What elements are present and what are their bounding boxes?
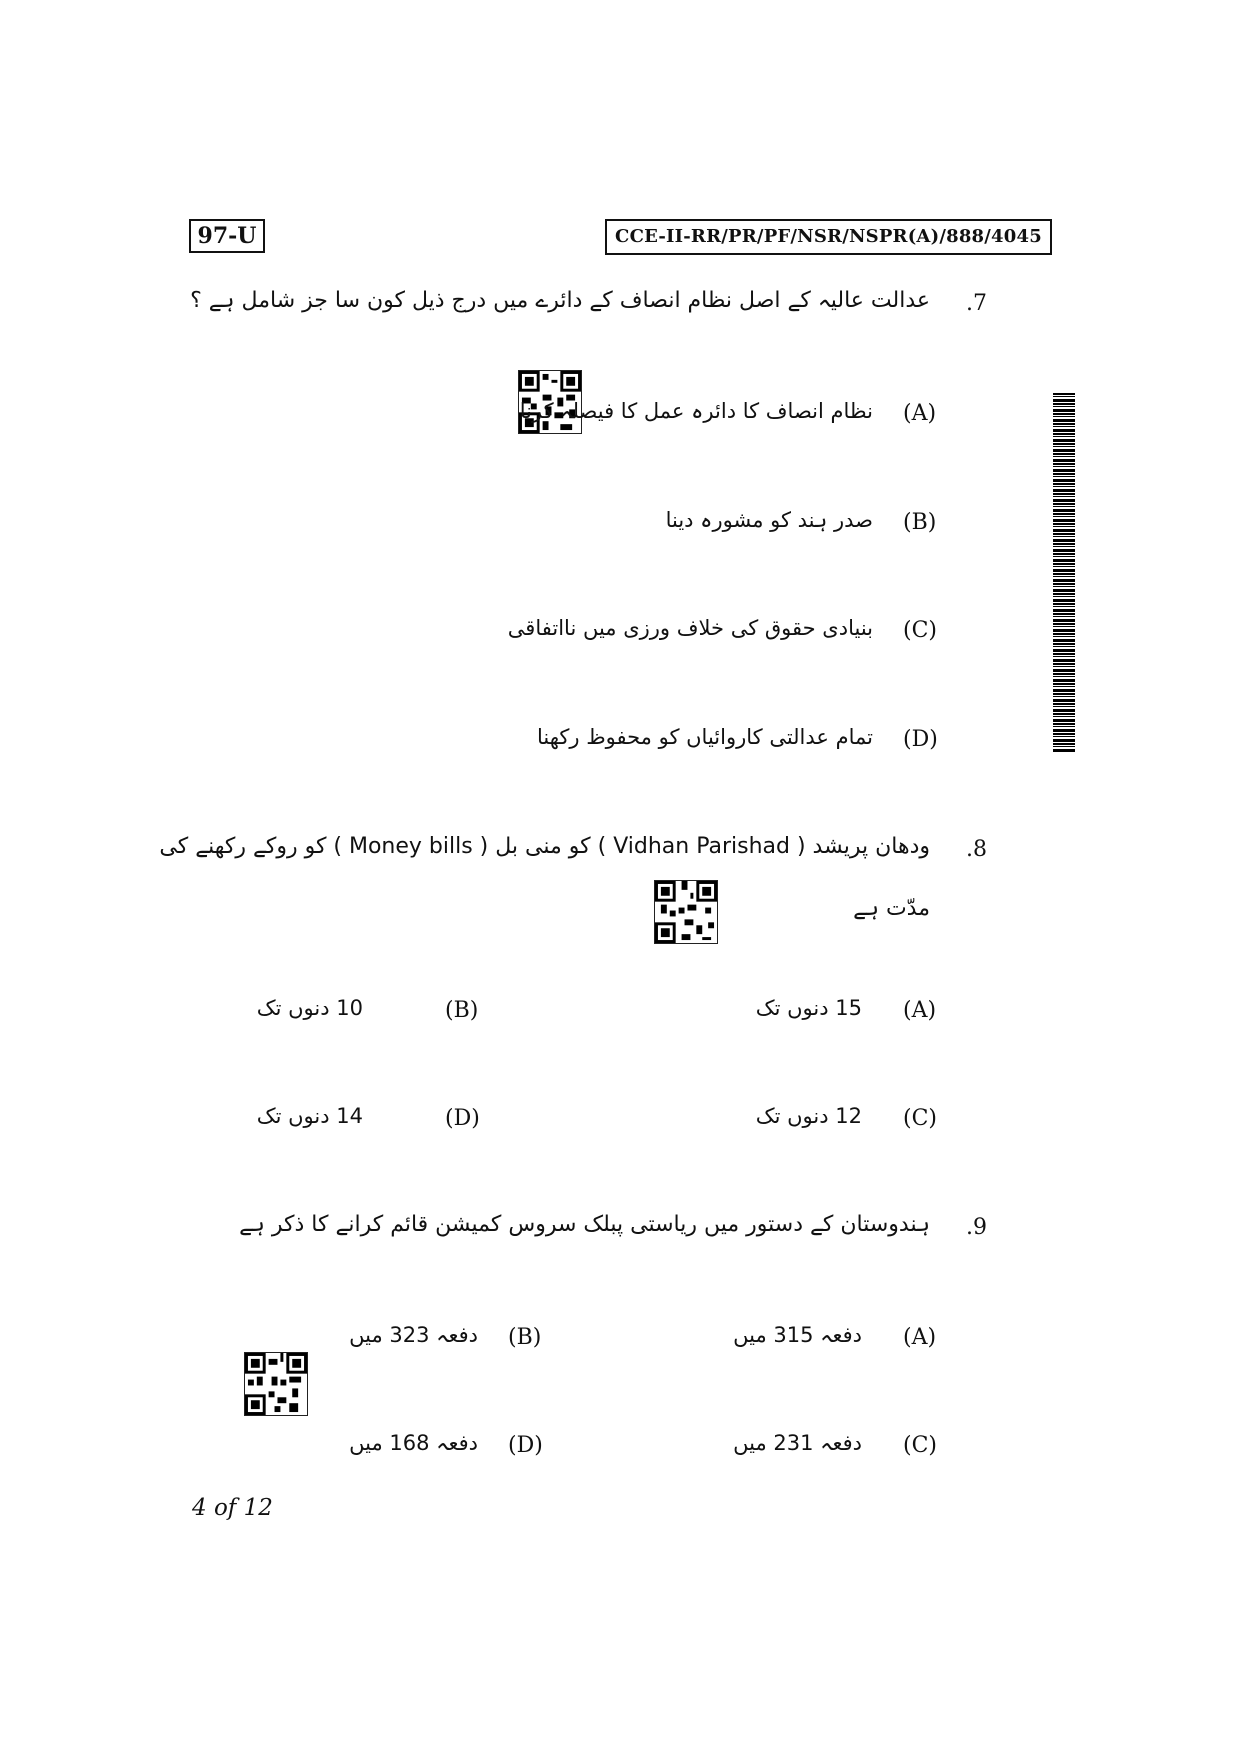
q9-option-b-text: دفعہ 323 میں [349, 1323, 478, 1347]
q8-option-b-letter: (B) [445, 998, 479, 1023]
question-9-number: .9 [966, 1215, 987, 1240]
exam-code: CCE-II-RR/PR/PF/NSR/NSPR(A)/888/4045 [605, 219, 1052, 255]
q7-option-d-letter: (D) [903, 727, 938, 752]
q8-option-d-letter: (D) [445, 1106, 480, 1131]
paper-code: 97-U [189, 219, 265, 253]
q8-option-c-text: 12 دنوں تک [755, 1104, 862, 1128]
q8-option-d-text: 14 دنوں تک [256, 1104, 363, 1128]
barcode-icon [1053, 393, 1075, 753]
question-7-number: .7 [966, 291, 987, 316]
q8-option-c-letter: (C) [903, 1106, 937, 1131]
q9-option-c-text: دفعہ 231 میں [733, 1431, 862, 1455]
q9-option-a-text: دفعہ 315 میں [733, 1323, 862, 1347]
question-7-text: عدالت عالیہ کے اصل نظام انصاف کے دائرے میں درج ذیل کون سا جز شامل ہے ؟ [190, 288, 930, 313]
question-8-text-line1: ودھان پریشد ( Vidhan Parishad ) کو منی بل ( Money bills ) کو روکے رکھنے کی [159, 834, 930, 859]
question-8-text-line2: مدّت ہے [853, 896, 930, 921]
q7-option-b-text: صدر ہند کو مشورہ دینا [665, 508, 873, 532]
q9-option-d-letter: (D) [508, 1433, 543, 1458]
qr-code-icon [244, 1352, 308, 1416]
page-number: 4 of 12 [192, 1495, 273, 1521]
q8-option-a-text: 15 دنوں تک [755, 996, 862, 1020]
q9-option-d-text: دفعہ 168 میں [349, 1431, 478, 1455]
question-8-number: .8 [966, 837, 987, 862]
q8-option-a-letter: (A) [903, 998, 937, 1023]
qr-code-icon [654, 880, 718, 944]
question-9-text: ہندوستان کے دستور میں ریاستی پبلک سروس کمیشن قائم کرانے کا ذکر ہے [239, 1212, 930, 1237]
q7-option-c-letter: (C) [903, 618, 937, 643]
q8-option-b-text: 10 دنوں تک [256, 996, 363, 1020]
q7-option-c-text: بنیادی حقوق کی خلاف ورزی میں نااتفاقی [507, 616, 873, 640]
q9-option-b-letter: (B) [508, 1325, 542, 1350]
q9-option-c-letter: (C) [903, 1433, 937, 1458]
q9-option-a-letter: (A) [903, 1325, 937, 1350]
q7-option-a-letter: (A) [903, 401, 937, 426]
q7-option-b-letter: (B) [903, 510, 937, 535]
q7-option-a-text: نظام انصاف کا دائرہ عمل کا فیصلہ کرنا [519, 399, 873, 423]
q7-option-d-text: تمام عدالتی کاروائیاں کو محفوظ رکھنا [537, 725, 873, 749]
